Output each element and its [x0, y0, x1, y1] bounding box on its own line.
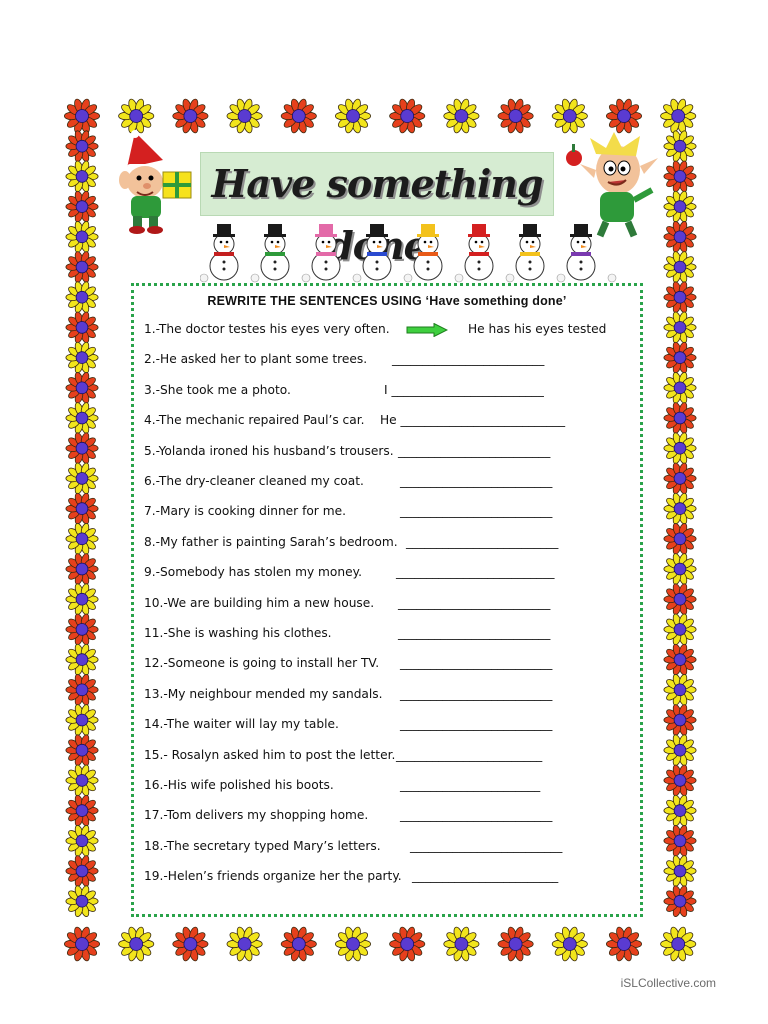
answer-blank[interactable]: ________________________: [396, 747, 543, 762]
yellow-flower-icon: [664, 553, 696, 586]
answer-blank[interactable]: I _________________________: [384, 382, 544, 397]
yellow-flower-icon: [335, 98, 370, 134]
exercise-item: [144, 717, 634, 737]
red-flower-icon: [281, 98, 316, 134]
answer-blank[interactable]: _________________________: [392, 352, 545, 367]
answer-blank[interactable]: _________________________: [398, 443, 551, 458]
yellow-flower-icon: [66, 643, 98, 676]
exercise-sentence: 18.-The secretary typed Mary’s letters.: [144, 838, 381, 853]
red-flower-icon: [606, 926, 641, 962]
red-flower-icon: [66, 190, 98, 223]
snowball-icon: [608, 274, 616, 282]
yellow-flower-icon: [66, 220, 98, 253]
red-flower-icon: [66, 734, 98, 767]
red-flower-icon: [64, 926, 99, 962]
exercise-item: [144, 596, 634, 616]
answer-blank[interactable]: _______________________: [400, 778, 541, 792]
elf-with-gift-icon: [105, 130, 200, 235]
exercise-item: [144, 444, 634, 464]
yellow-flower-icon: [664, 734, 696, 767]
yellow-flower-icon: [444, 98, 479, 134]
snowman-icon: [363, 224, 391, 280]
red-flower-icon: [66, 794, 98, 827]
yellow-flower-icon: [66, 281, 98, 314]
red-flower-icon: [390, 926, 425, 962]
answer-blank[interactable]: _________________________: [406, 534, 559, 549]
exercise-sentence: 7.-Mary is cooking dinner for me.: [144, 504, 346, 519]
exercise-sentence: 3.-She took me a photo.: [144, 382, 291, 397]
exercise-item: [144, 687, 634, 707]
exercise-sentence: 1.-The doctor testes his eyes very often.: [144, 322, 390, 336]
title-banner: [200, 152, 554, 216]
red-flower-icon: [66, 371, 98, 404]
exercise-sentence: 10.-We are building him a new house.: [144, 595, 375, 610]
exercise-sentence: 15.- Rosalyn asked him to post the letter.: [144, 747, 396, 762]
example-answer: He has his eyes tested: [468, 322, 607, 336]
exercise-sentence: 17.-Tom delivers my shopping home.: [144, 808, 369, 823]
red-flower-icon: [66, 251, 98, 284]
exercise-item: [144, 413, 634, 433]
exercise-item: [144, 808, 634, 828]
exercise-item: [144, 869, 634, 889]
yellow-flower-icon: [66, 583, 98, 616]
yellow-flower-icon: [664, 130, 696, 163]
instructions-heading: REWRITE THE SENTENCES USING ‘Have something done’: [207, 294, 567, 308]
exercise-item: [144, 656, 634, 676]
red-flower-icon: [66, 311, 98, 344]
snowball-icon: [200, 274, 208, 282]
red-flower-icon: [66, 855, 98, 888]
answer-blank[interactable]: ________________________: [412, 869, 559, 884]
yellow-flower-icon: [227, 98, 262, 134]
red-flower-icon: [66, 613, 98, 646]
snowman-row-illustration: [200, 222, 630, 284]
yellow-flower-icon: [664, 613, 696, 646]
snowball-icon: [506, 274, 514, 282]
snowball-icon: [557, 274, 565, 282]
yellow-flower-icon: [664, 855, 696, 888]
snowman-icon: [312, 224, 340, 280]
snowball-icon: [455, 274, 463, 282]
yellow-flower-icon: [66, 160, 98, 193]
yellow-flower-icon: [664, 794, 696, 827]
exercise-panel: [131, 283, 643, 917]
yellow-flower-icon: [661, 926, 696, 962]
yellow-flower-icon: [66, 704, 98, 737]
answer-blank[interactable]: _________________________: [398, 626, 551, 640]
exercise-item: [144, 626, 634, 646]
red-flower-icon: [664, 764, 696, 797]
answer-blank[interactable]: _________________________: [398, 595, 551, 610]
exercise-item: [144, 839, 634, 859]
yellow-flower-icon: [335, 926, 370, 962]
yellow-flower-icon: [664, 371, 696, 404]
red-flower-icon: [173, 926, 208, 962]
snowball-icon: [353, 274, 361, 282]
exercise-sentence: 14.-The waiter will lay my table.: [144, 717, 339, 732]
snowman-icon: [210, 224, 238, 280]
snowball-icon: [251, 274, 259, 282]
red-flower-icon: [66, 553, 98, 586]
snowman-icon: [516, 224, 544, 280]
yellow-flower-icon: [227, 926, 262, 962]
exercise-item: [144, 322, 634, 342]
red-flower-icon: [64, 98, 99, 134]
yellow-flower-icon: [444, 926, 479, 962]
answer-blank[interactable]: _________________________: [410, 838, 563, 853]
yellow-flower-icon: [661, 98, 696, 134]
yellow-flower-icon: [66, 885, 98, 918]
yellow-flower-icon: [552, 926, 587, 962]
yellow-flower-icon: [664, 311, 696, 344]
answer-blank[interactable]: _________________________: [400, 474, 553, 488]
red-flower-icon: [664, 885, 696, 918]
exercise-sentence: 13.-My neighbour mended my sandals.: [144, 686, 383, 701]
exercise-item: [144, 474, 634, 494]
yellow-flower-icon: [664, 251, 696, 284]
site-watermark: iSLCollective.com: [620, 976, 716, 990]
exercise-item: [144, 535, 634, 555]
yellow-flower-icon: [664, 673, 696, 706]
answer-blank[interactable]: _________________________: [400, 504, 553, 519]
answer-blank[interactable]: He ___________________________: [380, 413, 566, 428]
worksheet-title: Have something: [211, 161, 543, 206]
yellow-flower-icon: [664, 492, 696, 525]
exercise-item: [144, 778, 634, 798]
red-flower-icon: [606, 98, 641, 134]
exercise-item: [144, 565, 634, 585]
red-flower-icon: [664, 704, 696, 737]
answer-blank[interactable]: _________________________: [400, 656, 553, 671]
red-flower-icon: [664, 402, 696, 435]
snowball-icon: [404, 274, 412, 282]
exercise-sentence: 6.-The dry-cleaner cleaned my coat.: [144, 474, 364, 488]
yellow-flower-icon: [119, 926, 154, 962]
yellow-flower-icon: [66, 522, 98, 555]
red-flower-icon: [664, 160, 696, 193]
exercise-sentence: 5.-Yolanda ironed his husband’s trousers.: [144, 443, 394, 458]
red-flower-icon: [664, 281, 696, 314]
red-flower-icon: [66, 673, 98, 706]
yellow-flower-icon: [66, 341, 98, 374]
red-flower-icon: [664, 462, 696, 495]
red-flower-icon: [664, 583, 696, 616]
yellow-flower-icon: [66, 462, 98, 495]
arrow-right-icon: [406, 323, 448, 337]
answer-blank[interactable]: __________________________: [396, 565, 555, 580]
yellow-flower-icon: [552, 98, 587, 134]
yellow-flower-icon: [119, 98, 154, 134]
snowman-icon: [414, 224, 442, 280]
exercise-item: [144, 352, 634, 372]
red-flower-icon: [664, 220, 696, 253]
exercise-sentence: 8.-My father is painting Sarah’s bedroom.: [144, 534, 398, 549]
answer-blank[interactable]: _________________________: [400, 808, 553, 823]
exercise-item: [144, 383, 634, 403]
red-flower-icon: [66, 492, 98, 525]
exercise-sentence: 16.-His wife polished his boots.: [144, 778, 334, 792]
red-flower-icon: [664, 341, 696, 374]
red-flower-icon: [390, 98, 425, 134]
exercise-sentence: 4.-The mechanic repaired Paul’s car.: [144, 413, 365, 428]
exercise-sentence: 2.-He asked her to plant some trees.: [144, 352, 368, 367]
red-flower-icon: [664, 824, 696, 857]
yellow-flower-icon: [664, 190, 696, 223]
exercise-sentence: 9.-Somebody has stolen my money.: [144, 565, 362, 580]
yellow-flower-icon: [66, 824, 98, 857]
exercise-sentence: 19.-Helen’s friends organize her the party.: [144, 869, 402, 884]
snowman-icon: [567, 224, 595, 280]
red-flower-icon: [66, 130, 98, 163]
exercise-item: [144, 748, 634, 768]
snowman-icon: [465, 224, 493, 280]
yellow-flower-icon: [664, 432, 696, 465]
snowman-icon: [261, 224, 289, 280]
snowball-icon: [302, 274, 310, 282]
exercise-sentence: 11.-She is washing his clothes.: [144, 626, 332, 640]
red-flower-icon: [281, 926, 316, 962]
answer-blank[interactable]: _________________________: [400, 717, 553, 732]
red-flower-icon: [66, 432, 98, 465]
yellow-flower-icon: [66, 402, 98, 435]
red-flower-icon: [498, 926, 533, 962]
exercise-sentence: 12.-Someone is going to install her TV.: [144, 656, 380, 671]
exercise-item: [144, 504, 634, 524]
red-flower-icon: [173, 98, 208, 134]
red-flower-icon: [664, 522, 696, 555]
yellow-flower-icon: [66, 764, 98, 797]
red-flower-icon: [664, 643, 696, 676]
red-flower-icon: [498, 98, 533, 134]
answer-blank[interactable]: _________________________: [400, 686, 553, 701]
